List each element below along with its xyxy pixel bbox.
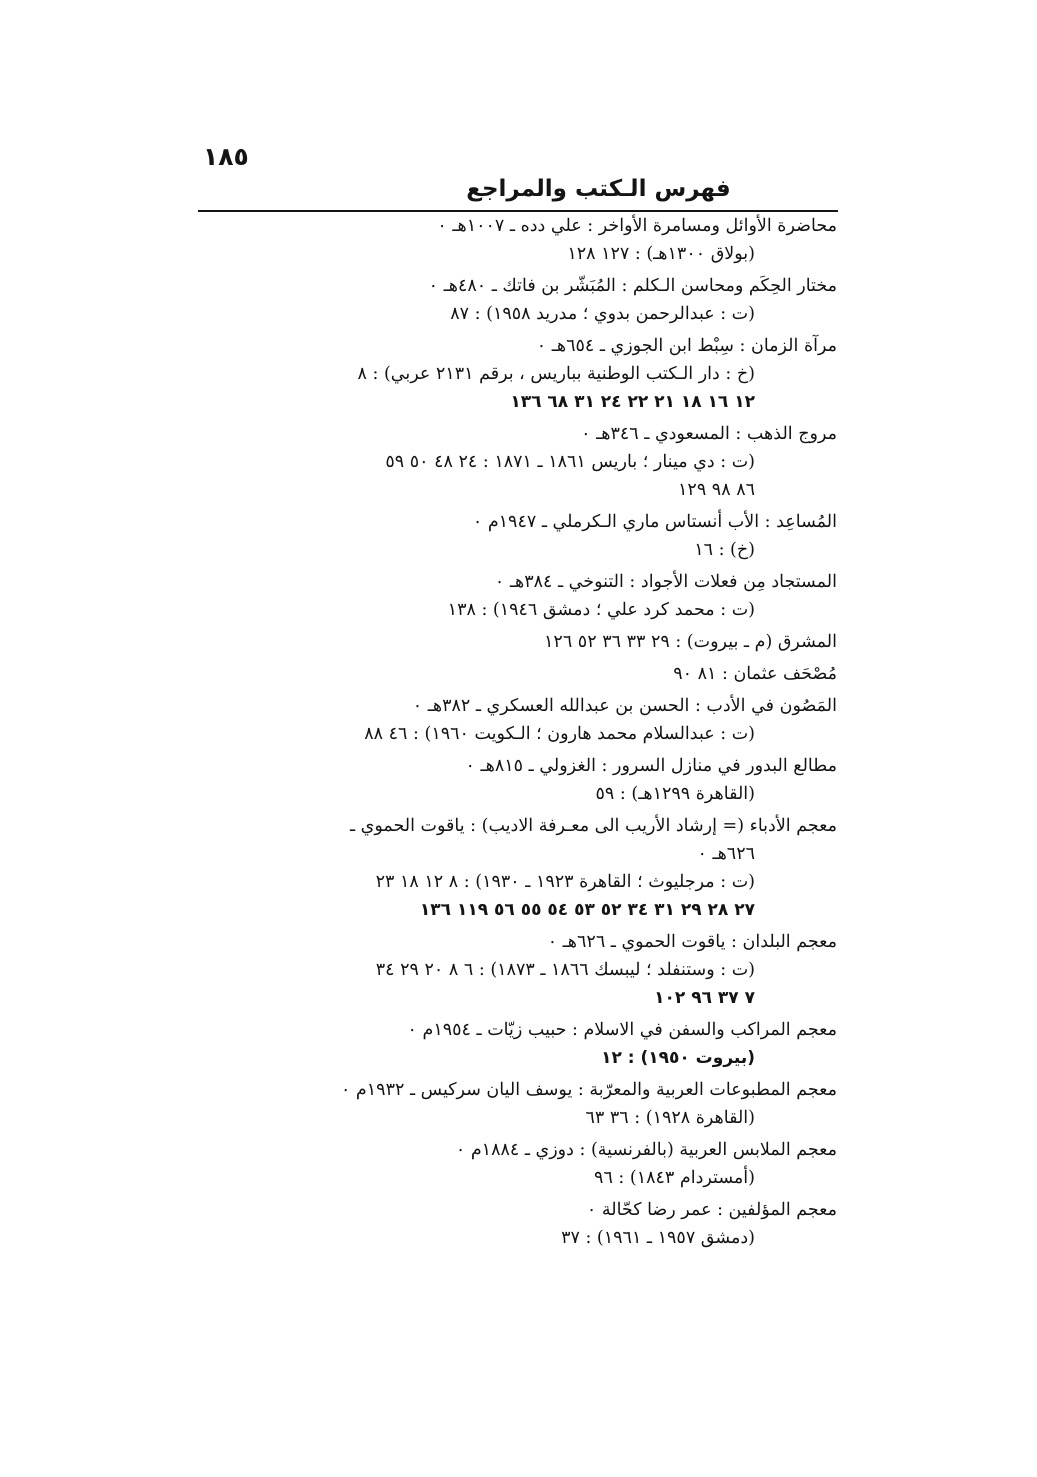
entry-title-line: مطالع البدور في منازل السرور : الغزولي ـ ٨١٥هـ ٠	[465, 756, 837, 776]
bibliography-entry	[189, 568, 837, 624]
entry-detail-line: (أمستردام ١٨٤٣) : ٩٦	[594, 1168, 755, 1188]
entry-detail-line: (خ : دار الـكتب الوطنية بباريس ، برقم ٢١٣١ عربي) : ٨	[357, 364, 755, 384]
bibliography-entry	[189, 692, 837, 748]
bibliography-entry	[189, 752, 837, 808]
entry-detail-line: (ت : محمد كرد علي ؛ دمشق ١٩٤٦) : ١٣٨	[447, 600, 755, 620]
entry-title-line: معجم الملابس العربية (بالفرنسية) : دوزي ـ ١٨٨٤م ٠	[455, 1140, 837, 1160]
entry-title-line: معجم الأدباء (= إرشاد الأريب الى معـرفة الاديب) : ياقوت الحموي ـ	[349, 816, 837, 836]
entry-title-line: مروج الذهب : المسعودي ـ ٣٤٦هـ ٠	[581, 424, 837, 444]
entry-pages-line: ٨٦ ٩٨ ١٢٩	[678, 480, 755, 500]
entry-title-line: معجم المراكب والسفن في الاسلام : حبيب زيّات ـ ١٩٥٤م ٠	[407, 1020, 837, 1040]
entry-title-line: المستجاد مِن فعلات الأجواد : التنوخي ـ ٣٨٤هـ ٠	[494, 572, 837, 592]
bibliography-entry	[189, 508, 837, 564]
entry-detail-line: (ت : مرجليوث ؛ القاهرة ١٩٢٣ ـ ١٩٣٠) : ٨ ١٢ ١٨ ٢٣	[375, 872, 755, 892]
entry-title-line: المَصُون في الأدب : الحسن بن عبدالله العسكري ـ ٣٨٢هـ ٠	[412, 696, 837, 716]
bibliography-entry	[189, 660, 837, 688]
entry-detail-line: (ت : وستنفلد ؛ ليبسك ١٨٦٦ ـ ١٨٧٣) : ٦ ٨ ٢٠ ٢٩ ٣٤	[375, 960, 755, 980]
entry-pages-line: ٢٧ ٢٨ ٢٩ ٣١ ٣٤ ٥٢ ٥٣ ٥٤ ٥٥ ٥٦ ١١٩ ١٣٦	[419, 900, 755, 920]
bibliography-entry	[189, 212, 837, 268]
bibliography-entry	[189, 1016, 837, 1072]
entry-detail-line: (دمشق ١٩٥٧ ـ ١٩٦١) : ٣٧	[561, 1228, 755, 1248]
entry-title-line: مرآة الزمان : سِبْط ابن الجوزي ـ ٦٥٤هـ ٠	[536, 336, 837, 356]
entry-detail-line: (القاهرة ١٩٢٨) : ٣٦ ٦٣	[585, 1108, 755, 1128]
entry-title-line: محاضرة الأوائل ومسامرة الأواخر : علي دده ـ ١٠٠٧هـ ٠	[437, 216, 837, 236]
entry-title-line: معجم المؤلفين : عمر رضا كحّالة ٠	[586, 1200, 837, 1220]
page-title: فهرس الـكتب والمراجع	[466, 176, 731, 202]
entry-title-line: مُصْحَف عثمان : ٨١ ٩٠	[673, 664, 837, 684]
entry-pages-line: ١٢ ١٦ ١٨ ٢١ ٢٢ ٢٤ ٣١ ٦٨ ١٣٦	[510, 392, 755, 412]
entry-title-line: المُساعِد : الأب أنستاس ماري الـكرملي ـ ١٩٤٧م ٠	[472, 512, 837, 532]
entry-detail-line: (ت : عبدالسلام محمد هارون ؛ الـكويت ١٩٦٠) : ٤٦ ٨٨	[364, 724, 755, 744]
entry-title-line: معجم البلدان : ياقوت الحموي ـ ٦٢٦هـ ٠	[547, 932, 837, 952]
bibliography-entry	[189, 272, 837, 328]
bibliography-entry	[189, 1076, 837, 1132]
entry-title-line: معجم المطبوعات العربية والمعرّبة : يوسف اليان سركيس ـ ١٩٣٢م ٠	[340, 1080, 837, 1100]
entry-detail-line: (خ) : ١٦	[694, 540, 755, 560]
bibliography-entry	[189, 628, 837, 656]
entry-title-line: مختار الحِكَم ومحاسن الـكلم : المُبَشّر بن فاتك ـ ٤٨٠هـ ٠	[428, 276, 837, 296]
entry-detail-line: (بيروت ١٩٥٠) : ١٢	[601, 1048, 755, 1068]
bibliography-entry	[189, 420, 837, 504]
bibliography-entry	[189, 928, 837, 1012]
bibliography-entry	[189, 332, 837, 416]
page-number: ١٨٥	[203, 142, 249, 171]
entry-title-line: المشرق (م ـ بيروت) : ٢٩ ٣٣ ٣٦ ٥٢ ١٢٦	[544, 632, 837, 652]
entry-detail-line: (ت : عبدالرحمن بدوي ؛ مدريد ١٩٥٨) : ٨٧	[450, 304, 755, 324]
entry-pages-line: ٧ ٣٧ ٩٦ ١٠٢	[654, 988, 755, 1008]
bibliography-entry	[189, 1136, 837, 1192]
entry-detail-line: (القاهرة ١٢٩٩هـ) : ٥٩	[595, 784, 755, 804]
entry-detail-line: (بولاق ١٣٠٠هـ) : ١٢٧ ١٢٨	[567, 244, 755, 264]
entry-title-continuation: ٦٢٦هـ ٠	[697, 844, 755, 864]
bibliography-entry	[189, 812, 837, 924]
entry-detail-line: (ت : دي مينار ؛ باريس ١٨٦١ ـ ١٨٧١ : ٢٤ ٤٨ ٥٠ ٥٩	[385, 452, 755, 472]
bibliography-entry	[189, 1196, 837, 1252]
bibliography-list	[189, 212, 837, 1252]
